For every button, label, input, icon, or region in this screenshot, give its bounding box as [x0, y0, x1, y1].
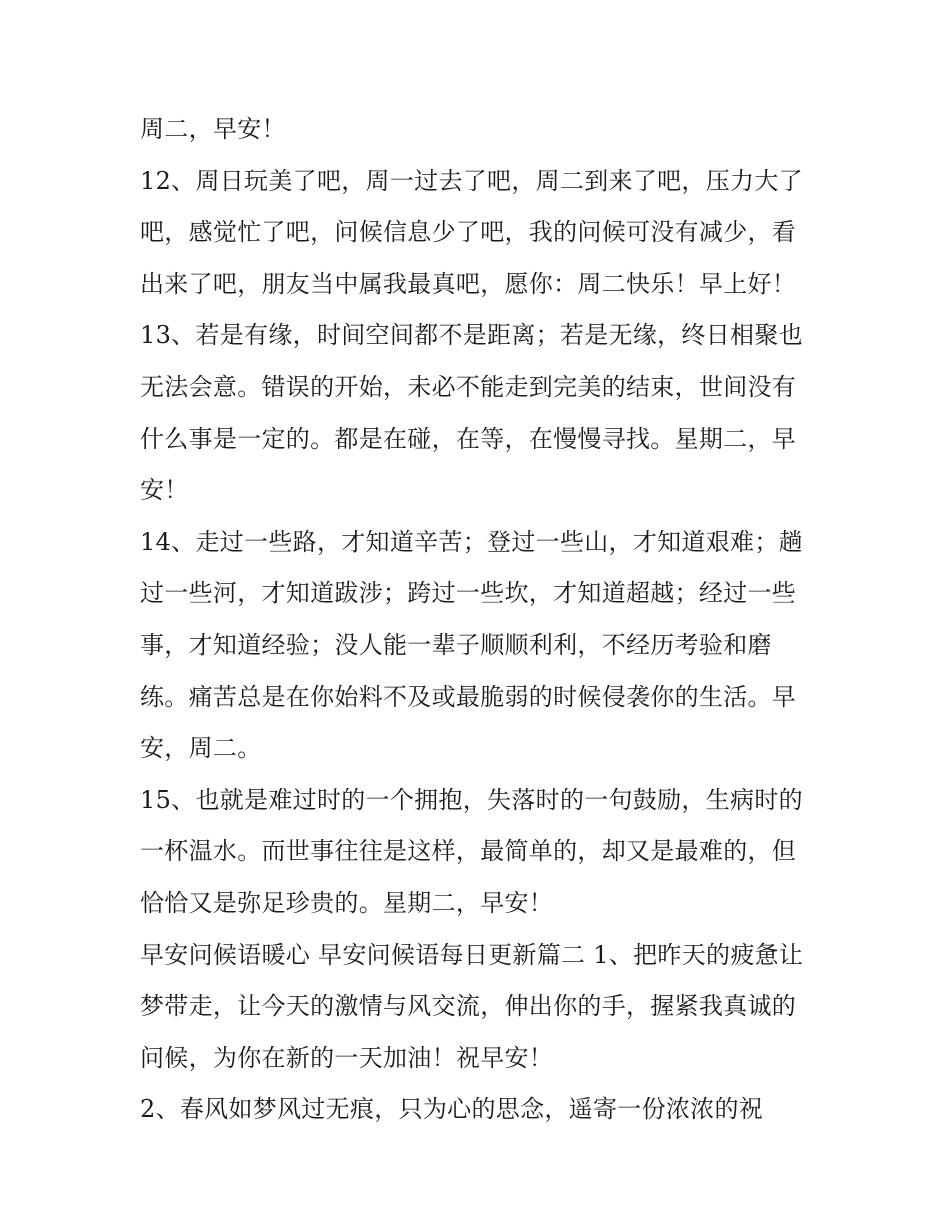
text-line: 梦带走，让今天的激情与风交流，伸出你的手，握紧我真诚的 — [140, 992, 797, 1021]
text-line: 无法会意。错误的开始，未必不能走到完美的结束，世间没有 — [140, 372, 797, 401]
text-line: 练。痛苦总是在你始料不及或最脆弱的时候侵袭你的生活。早 — [140, 682, 797, 711]
text-line: 早安问候语暖心 早安问候语每日更新篇二 1、把昨天的疲惫让 — [140, 940, 804, 969]
text-line: 14、走过一些路，才知道辛苦；登过一些山，才知道艰难；趟 — [140, 527, 803, 556]
text-line: 2、春风如梦风过无痕，只为心的思念，遥寄一份浓浓的祝 — [140, 1095, 764, 1124]
text-line: 15、也就是难过时的一个拥抱，失落时的一句鼓励，生病时的 — [140, 785, 803, 814]
text-line: 恰恰又是弥足珍贵的。星期二，早安！ — [140, 888, 554, 917]
text-line: 什么事是一定的。都是在碰，在等，在慢慢寻找。星期二，早 — [140, 424, 797, 453]
text-line: 12、周日玩美了吧，周一过去了吧，周二到来了吧，压力大了 — [140, 166, 803, 195]
document-body — [140, 104, 820, 1136]
text-line: 事，才知道经验；没人能一辈子顺顺利利，不经历考验和磨 — [140, 630, 772, 659]
text-line: 过一些河，才知道跋涉；跨过一些坎，才知道超越；经过一些 — [140, 579, 797, 608]
text-line: 问候，为你在新的一天加油！祝早安！ — [140, 1043, 554, 1072]
text-line: 出来了吧，朋友当中属我最真吧，愿你：周二快乐！早上好！ — [140, 269, 797, 298]
text-line: 周二，早安！ — [140, 115, 286, 143]
text-line: 安，周二。 — [140, 734, 262, 763]
text-line: 安！ — [140, 476, 189, 505]
text-line: 吧，感觉忙了吧，问候信息少了吧，我的问候可没有减少，看 — [140, 218, 797, 247]
text-line: 一杯温水。而世事往往是这样，最简单的，却又是最难的，但 — [140, 837, 797, 866]
text-line: 13、若是有缘，时间空间都不是距离；若是无缘，终日相聚也 — [140, 321, 803, 350]
